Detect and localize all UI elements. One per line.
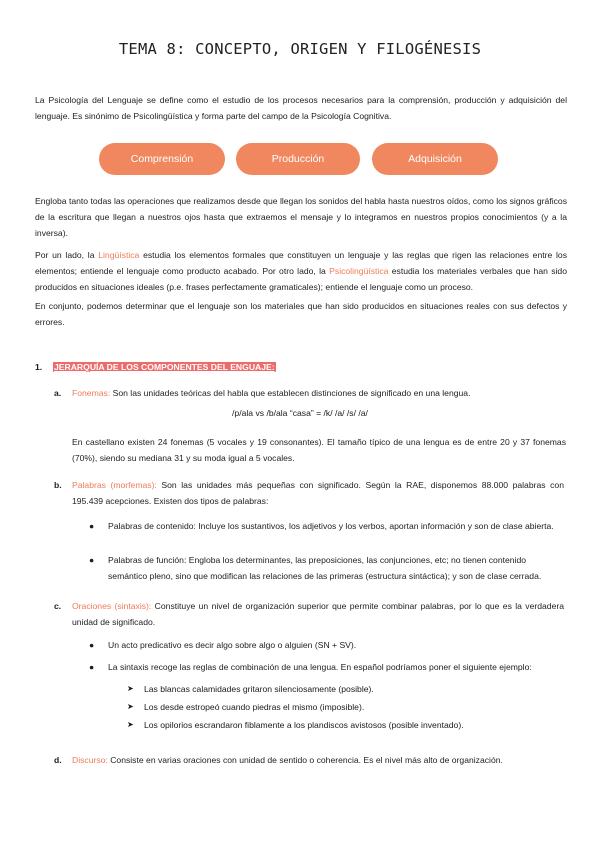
intro-paragraph: La Psicología del Lenguaje se define como el estudio de los procesos necesarios para la comprensión, producción y adquisición del lenguaje. Es sinónimo de Psicolingüística y forma parte del campo de la Psicología Cognitiva. <box>35 95 567 121</box>
item-marker: a. <box>54 388 62 398</box>
document-page: TEMA 8: CONCEPTO, ORIGEN Y FILOGÉNESIS La Psicología del Lenguaje se define como el estudio de los procesos necesarios para la comprensión, producción y adquisición del lenguaje. Es sinónimo de Psicolingüística y forma parte del campo de la Psicología Cognitiva. Comprensión Producción Adquisición Engloba tanto todas las operaciones que realizamos desde que llegan los sonidos del habla hasta nuestros oídos, como los signos gráficos de la escritura que llegan a nuestros ojos hasta que extraemos el mensaje y lo integramos en nuestros propios conocimientos (y a la inversa). Por un lado, la Lingüística estudia los elementos formales que constituyen un lenguaje y las reglas que rigen las relaciones entre los elementos; entiende el lenguaje como producto acabado. Por otro lado, la Psicolingüística estudia los materiales verbales que han sido producidos en situaciones ideales (p.e. frases perfectamente gramaticales); entiende el lenguaje como un proceso. En conjunto, podemos determinar que el lenguaje son los materiales que han sido producidos en situaciones reales con sus defectos y errores. 1. JERARQUÍA DE LOS COMPONENTES DEL ENGUAJE: a. Fonemas: Son las unidades teóricas del habla que establecen distinciones de significado en una lengua. /p/ala vs /b/ala “casa” = /k/ /a/ /s/ /a/ En castellano existen 24 fonemas (5 vocales y 19 consonantes). El tamaño típico de una lengua es de entre 20 y 37 fonemas (70%), siendo su mediana 31 y su moda igual a 5 vocales. b. Palabras (morfemas): Son las unidades más pequeñas con significado. Según la RAE, disponemos 88.000 palabras con 195.439 acepciones. Existen dos tipos de palabras: ● Palabras de contenido: Incluye los sustantivos, los adjetivos y los verbos, aportan información y son de clase abierta. ● Palabras de función: Engloba los determinantes, las preposiciones, las conjunciones, etc; no tienen contenido semántico pleno, sino que modifican las relaciones de las primeras (estructura sintáctica); y son de clase cerrada. c. Oraciones (sintaxis): Constituye un nivel de organización superior que permite combinar palabras, por lo que es la verdadera unidad de significado. ● Un acto predicativo es decir algo sobre algo o alguien (SN + SV). ● La sintaxis recoge las reglas de combinación de una lengua. En español podríamos poner el siguiente ejemplo: ➤ Las blancas calamidades gritaron silenciosamente (posible). ➤ Los desde estropeó cuando piedras el mismo (imposible). ➤ Los opilorios escrandaron fiblamente a los plandiscos avistosos (posible inventado). d. Discurso: Consiste en varias oraciones con unidad de sentido o coherencia. Es el nivel más alto de organización. <box>0 0 600 848</box>
list-item-oraciones: c. Oraciones (sintaxis): Constituye un nivel de organización superior que permite combinar palabras, por lo que es la verdadera unidad de significado. <box>54 598 566 630</box>
bullet-dot-icon: ● <box>89 521 95 531</box>
pill-produccion: Producción <box>236 143 360 175</box>
pill-adquisicion: Adquisición <box>372 143 498 175</box>
bullet-dot-icon: ● <box>89 662 95 672</box>
item-marker: d. <box>54 755 62 765</box>
pill-comprension: Comprensión <box>99 143 225 175</box>
arrow-bullet-icon: ➤ <box>127 702 134 711</box>
item-marker: c. <box>54 601 62 611</box>
page-title: TEMA 8: CONCEPTO, ORIGEN Y FILOGÉNESIS <box>118 40 482 58</box>
paragraph-linguistics: Por un lado, la Lingüística estudia los elementos formales que constituyen un lenguaje y las reglas que rigen las relaciones entre los elementos; entiende el lenguaje como producto acabado. Por otro lado, la Psicolingüística estudia los materiales verbales que han sido producidos en situaciones ideales (p.e. frases perfectamente gramaticales); entiende el lenguaje como un proceso. <box>35 250 567 292</box>
arrow-bullet-icon: ➤ <box>127 720 134 729</box>
phoneme-example: /p/ala vs /b/ala “casa” = /k/ /a/ /s/ /a/ <box>232 408 368 418</box>
term-fonemas: Fonemas: <box>72 388 111 398</box>
term-oraciones: Oraciones (sintaxis): <box>72 601 152 611</box>
list-item-discurso: d. Discurso: Consiste en varias oraciones con unidad de sentido o coherencia. Es el nivel más alto de organización. <box>54 752 566 768</box>
section-number: 1. <box>35 362 43 372</box>
term-discurso: Discurso: <box>72 755 108 765</box>
bullet-dot-icon: ● <box>89 555 95 565</box>
term-psicolinguistica: Psicolingüística <box>329 266 389 276</box>
term-linguistica: Lingüística <box>98 250 140 260</box>
section-label: JERARQUÍA DE LOS COMPONENTES DEL ENGUAJE: <box>54 362 275 372</box>
paragraph-conclusion: En conjunto, podemos determinar que el lenguaje son los materiales que han sido producidos en situaciones reales con sus defectos y errores. <box>35 301 567 327</box>
paragraph-operations: Engloba tanto todas las operaciones que realizamos desde que llegan los sonidos del habla hasta nuestros oídos, como los signos gráficos de la escritura que llegan a nuestros ojos hasta que extraemos el mensaje y lo integramos en nuestros propios conocimientos (y a la inversa). <box>35 196 567 238</box>
term-palabras: Palabras (morfemas): <box>72 480 157 490</box>
item-marker: b. <box>54 480 62 490</box>
bullet-dot-icon: ● <box>89 640 95 650</box>
arrow-bullet-icon: ➤ <box>127 684 134 693</box>
list-item-fonemas: a. Fonemas: Son las unidades teóricas del habla que establecen distinciones de significado en una lengua. <box>54 385 566 401</box>
list-item-palabras: b. Palabras (morfemas): Son las unidades más pequeñas con significado. Según la RAE, disponemos 88.000 palabras con 195.439 acepciones. Existen dos tipos de palabras: <box>54 477 566 509</box>
